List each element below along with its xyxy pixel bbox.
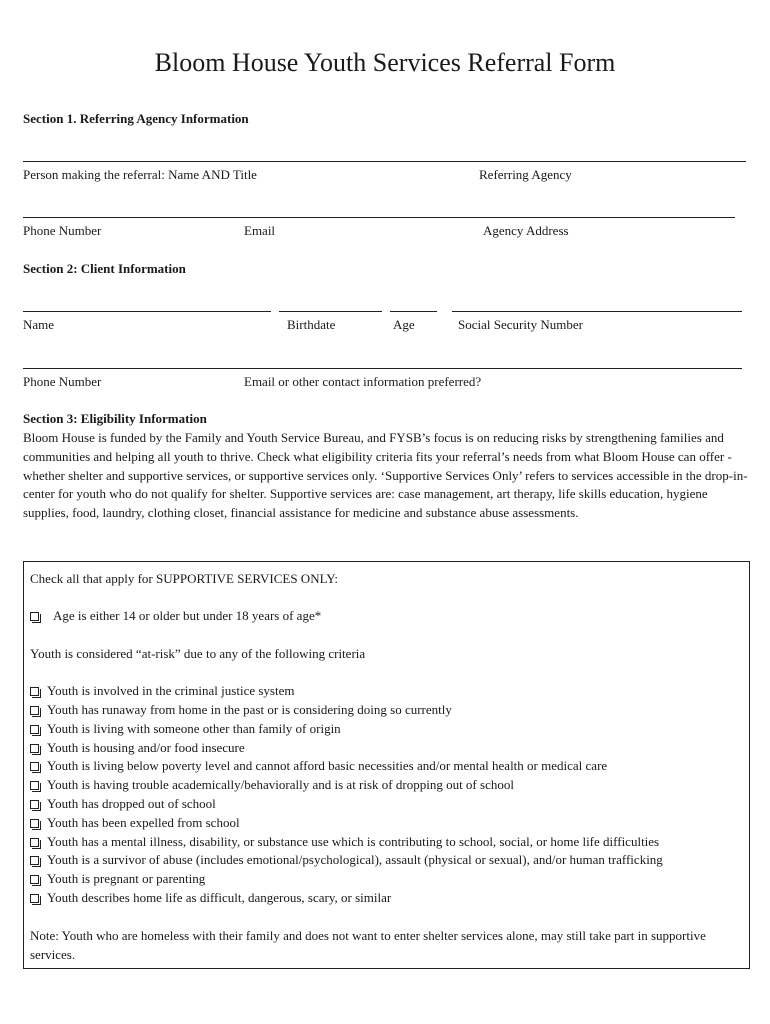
checkbox-icon[interactable] xyxy=(30,781,39,790)
checkbox-icon[interactable] xyxy=(30,612,39,621)
criterion-label: Youth is a survivor of abuse (includes emotional/psychological), assault (physical or sexual), and/or human trafficking xyxy=(47,852,663,867)
checkbox-icon[interactable] xyxy=(30,706,39,715)
section2-heading: Section 2: Client Information xyxy=(23,261,186,276)
checkbox-icon[interactable] xyxy=(30,856,39,865)
client-phone-label: Phone Number xyxy=(23,374,102,389)
age-line[interactable] xyxy=(390,311,437,312)
criterion-item[interactable] xyxy=(30,701,452,720)
criterion-item[interactable] xyxy=(30,795,216,814)
ssn-line[interactable] xyxy=(452,311,742,312)
criterion-label: Youth is involved in the criminal justice system xyxy=(47,683,295,698)
checkbox-icon[interactable] xyxy=(30,725,39,734)
criterion-item[interactable] xyxy=(30,889,391,908)
criterion-item[interactable] xyxy=(30,682,294,701)
criterion-label: Youth describes home life as difficult, dangerous, scary, or similar xyxy=(47,890,392,905)
section1-heading: Section 1. Referring Agency Information xyxy=(23,111,249,126)
criterion-item[interactable] xyxy=(30,851,663,870)
supportive-note: Note: Youth who are homeless with their family and does not want to enter shelter services alone, may still take part in supportive services. xyxy=(30,928,706,962)
agency-phone-label: Phone Number xyxy=(23,223,102,238)
criterion-item[interactable] xyxy=(30,814,240,833)
birthdate-label: Birthdate xyxy=(287,317,336,332)
ssn-label: Social Security Number xyxy=(458,317,583,332)
criterion-label: Youth is living with someone other than family of origin xyxy=(47,721,341,736)
criterion-label: Youth is pregnant or parenting xyxy=(47,871,206,886)
client-name-line[interactable] xyxy=(23,311,271,312)
checkbox-icon[interactable] xyxy=(30,875,39,884)
phone-email-address-line[interactable] xyxy=(23,217,735,218)
client-contact-line[interactable] xyxy=(23,368,742,369)
agency-email-label: Email xyxy=(244,223,276,238)
criterion-label: Youth has dropped out of school xyxy=(47,796,216,811)
checkbox-icon[interactable] xyxy=(30,838,39,847)
criterion-item[interactable] xyxy=(30,870,205,889)
criterion-label: Youth is living below poverty level and cannot afford basic necessities and/or mental health or medical care xyxy=(47,758,608,773)
criterion-label: Youth has a mental illness, disability, or substance use which is contributing to school, social, or home life difficulties xyxy=(47,834,660,849)
age-criterion[interactable] xyxy=(30,608,321,624)
client-email-label: Email or other contact information preferred? xyxy=(244,374,482,389)
agency-address-label: Agency Address xyxy=(483,223,569,238)
checkbox-icon[interactable] xyxy=(30,687,39,696)
agency-label: Referring Agency xyxy=(479,167,572,182)
client-name-label: Name xyxy=(23,317,55,332)
criterion-label: Youth has been expelled from school xyxy=(47,815,240,830)
birthdate-line[interactable] xyxy=(279,311,382,312)
criterion-item[interactable] xyxy=(30,776,514,795)
criterion-label: Youth is housing and/or food insecure xyxy=(47,740,245,755)
criterion-item[interactable] xyxy=(30,833,659,852)
checkbox-icon[interactable] xyxy=(30,800,39,809)
supportive-heading: Check all that apply for SUPPORTIVE SERVICES ONLY: xyxy=(30,571,339,586)
criterion-item[interactable] xyxy=(30,757,607,776)
at-risk-intro: Youth is considered “at-risk” due to any of the following criteria xyxy=(30,646,366,661)
checkbox-icon[interactable] xyxy=(30,762,39,771)
criterion-item[interactable] xyxy=(30,720,341,739)
section3-heading: Section 3: Eligibility Information xyxy=(23,411,207,426)
checkbox-icon[interactable] xyxy=(30,819,39,828)
person-agency-line[interactable] xyxy=(23,161,746,162)
age-criterion-label: Age is either 14 or older but under 18 years of age* xyxy=(53,608,322,623)
criterion-item[interactable] xyxy=(30,739,245,758)
checkbox-icon[interactable] xyxy=(30,894,39,903)
age-label: Age xyxy=(393,317,415,332)
eligibility-paragraph: Bloom House is funded by the Family and Youth Service Bureau, and FYSB’s focus is on reducing risks by strengthening families and communities and helping all youth to thrive. Check what eligibility criteria fits your referral’s needs from what Bloom House can offer - whether shelter and supportive services, or supportive services only. ‘Supportive Services Only’ refers to services accessible in the drop-in-center for youth who do not qualify for shelter. Supportive services are: case management, art therapy, life skills education, hygiene supplies, food, laundry, clothing closet, financial assistance for medicine and substance abuse assessments. xyxy=(23,430,748,521)
criterion-label: Youth has runaway from home in the past or is considering doing so currently xyxy=(47,702,452,717)
checkbox-icon[interactable] xyxy=(30,744,39,753)
criterion-label: Youth is having trouble academically/behaviorally and is at risk of dropping out of school xyxy=(47,777,514,792)
person-label: Person making the referral: Name AND Title xyxy=(23,167,257,182)
form-title: Bloom House Youth Services Referral Form xyxy=(154,48,616,77)
